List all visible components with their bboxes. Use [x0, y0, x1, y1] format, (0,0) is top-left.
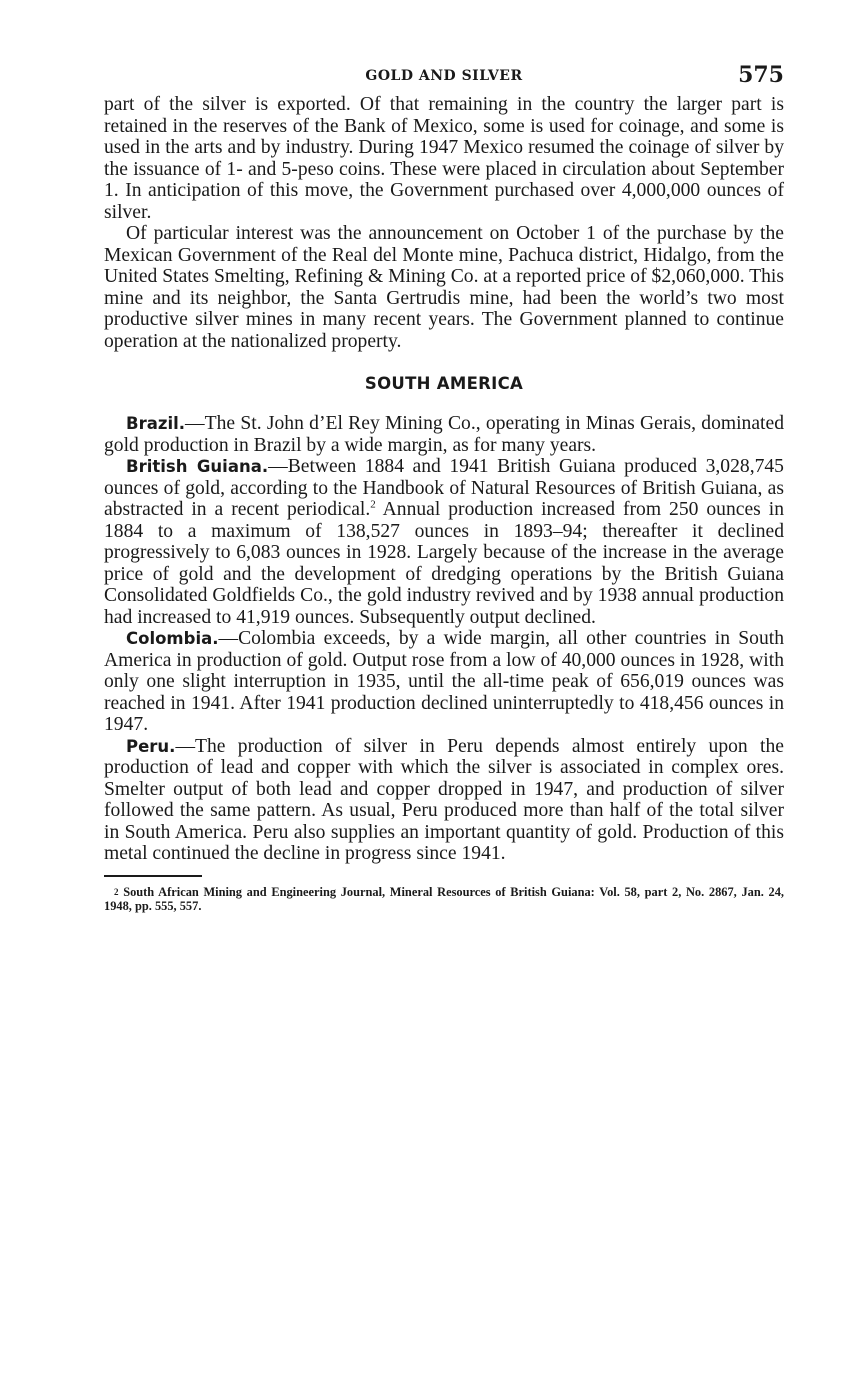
colombia-paragraph: [104, 628, 784, 736]
british-guiana-paragraph: [104, 456, 784, 628]
document-page: [104, 60, 784, 913]
peru-text: —The production of silver in Peru depends almost entirely upon the production of lead and copper with which the silver is associated in complex ores. Smelter output of both lead and copper dropped in 1947, and production of silver followed the same pattern. As usual, Peru produced more than half of the total silver in South America. Peru also supplies an important quantity of gold. Production of this metal continued the decline in progress since 1941.: [104, 735, 784, 864]
peru-lead: Peru.: [126, 736, 176, 756]
footnote-mark: 2: [114, 886, 119, 897]
running-title: GOLD AND SILVER: [365, 68, 523, 84]
mexico-paragraph-1: part of the silver is exported. Of that remaining in the country the larger part is retained in the reserves of the Bank of Mexico, some is used for coinage, and some is used in the arts and by industry. During 1947 Mexico resumed the coinage of silver by the issuance of 1- and 5-peso coins. These were placed in circulation about September 1. In anticipation of this move, the Government purchased over 4,000,000 ounces of silver.: [104, 94, 784, 223]
footnote-text: South African Mining and Engineering Journal, Mineral Resources of British Guiana: Vol. 58, part 2, No. 2867, Jan. 24, 1948, pp. 555, 557.: [104, 884, 784, 913]
brazil-text: —The St. John d’El Rey Mining Co., operating in Minas Gerais, dominated gold production in Brazil by a wide margin, as for many years.: [104, 413, 784, 456]
colombia-text: —Colombia exceeds, by a wide margin, all other countries in South America in production of gold. Output rose from a low of 40,000 ounces in 1928, with only one slight interruption in 1935, until the all-time peak of 656,019 ounces was reached in 1941. After 1941 production declined uninterruptedly to 418,456 ounces in 1947.: [104, 628, 784, 735]
british-guiana-text-after-note: Annual production increased from 250 ounces in 1884 to a maximum of 138,527 ounces in 1893–94; thereafter it declined progressively to 6,083 ounces in 1928. Largely because of the increase in the average price of gold and the development of dredging operations by the British Guiana Consolidated Goldfields Co., the gold industry revived and by 1938 annual production had increased to 41,919 ounces. Subsequently output declined.: [104, 499, 784, 628]
section-heading-south-america: SOUTH AMERICA: [364, 374, 524, 393]
running-head: [104, 60, 784, 94]
footnote-reference: 2: [370, 498, 376, 511]
british-guiana-lead: British Guiana.: [126, 457, 269, 476]
british-guiana-text-before-note: —Between 1884 and 1941 British Guiana produced 3,028,745 ounces of gold, according to the Handbook of Natural Resources of British Guiana, as abstracted in a recent periodical.: [104, 456, 784, 520]
mexico-paragraph-2: Of particular interest was the announcement on October 1 of the purchase by the Mexican Government of the Real del Monte mine, Pachuca district, Hidalgo, from the United States Smelting, Refining & Mining Co. at a reported price of $2,060,000. This mine and its neighbor, the Santa Gertrudis mine, had been the world’s two most productive silver mines in many recent years. The Government planned to continue operation at the nationalized property.: [104, 223, 784, 352]
footnote-divider: [104, 875, 202, 877]
footnote: [104, 885, 784, 913]
brazil-lead: Brazil.: [126, 414, 186, 433]
page-number: 575: [738, 62, 784, 88]
colombia-lead: Colombia.: [126, 629, 219, 648]
brazil-paragraph: [104, 413, 784, 456]
peru-paragraph: [104, 736, 784, 865]
